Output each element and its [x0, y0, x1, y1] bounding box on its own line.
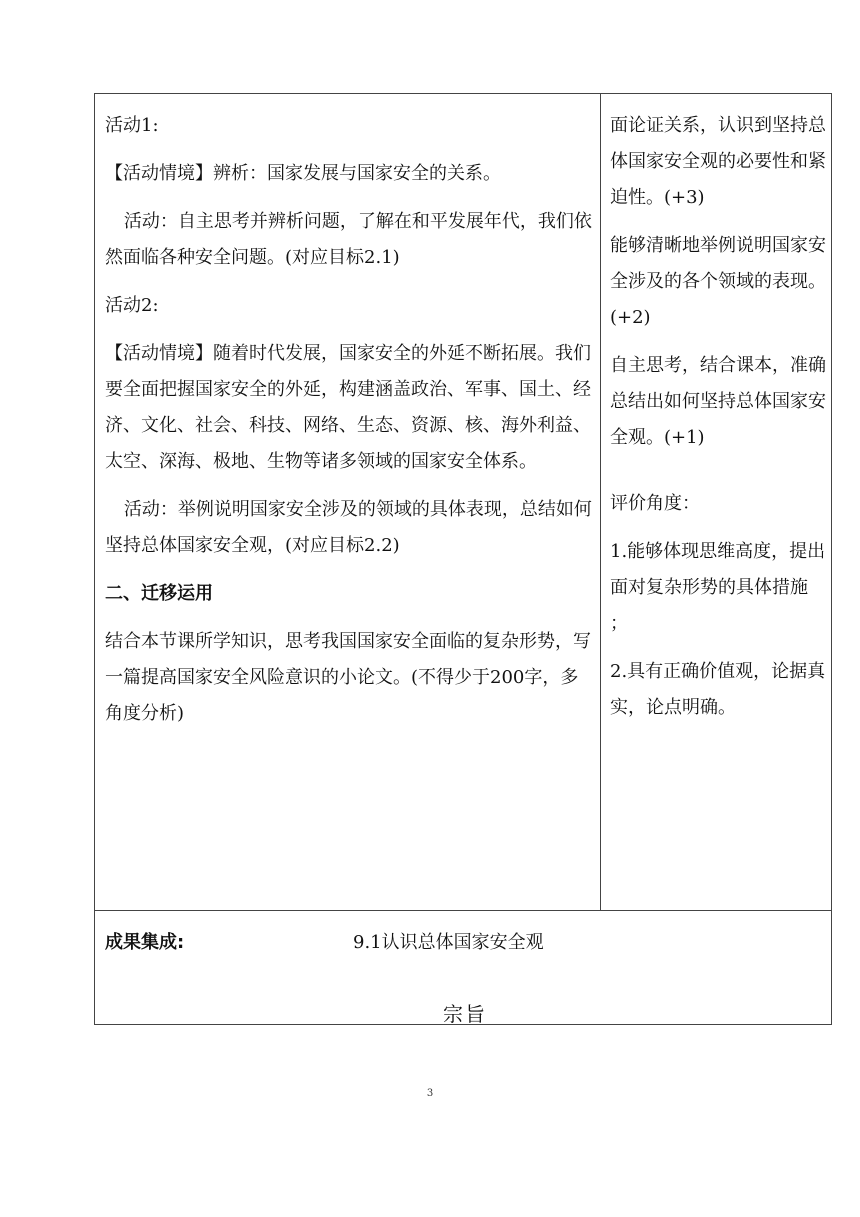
- evaluation-point-1: 1.能够体现思维高度，提出面对复杂形势的具体措施 ；: [610, 541, 826, 634]
- activity-2-scenario: 【活动情境】随着时代发展，国家安全的外延不断拓展。我们要全面把握国家安全的外延，构建涵盖政治、军事、国土、经济、文化、社会、科技、网络、生态、资源、核、海外利益、太空、深海、极地、生物等诸多领域的国家安全体系。: [105, 343, 591, 472]
- activity-1-scenario: 【活动情境】辨析：国家发展与国家安全的关系。: [105, 163, 501, 184]
- criterion-2: 能够清晰地举例说明国家安全涉及的各个领域的表现。(+2): [610, 235, 826, 328]
- lesson-table: [94, 93, 832, 1025]
- activity-1-label: 活动1:: [105, 115, 159, 136]
- activity-2-label: 活动2:: [105, 295, 159, 316]
- criterion-1: 面论证关系，认识到坚持总体国家安全观的必要性和紧迫性。(+3): [610, 115, 826, 208]
- results-subtitle: 宗旨: [443, 1002, 487, 1026]
- criterion-3: 自主思考，结合课本，准确总结出如何坚持总体国家安全观。(+1): [610, 355, 826, 448]
- activity-2-task: 活动：举例说明国家安全涉及的领域的具体表现，总结如何坚持总体国家安全观，(对应目标2.2): [105, 499, 592, 556]
- section-heading: 二、迁移运用: [105, 583, 213, 604]
- column-divider: [600, 94, 601, 910]
- evaluation-label: 评价角度：: [610, 493, 700, 514]
- evaluation-point-2: 2.具有正确价值观，论据真实，论点明确。: [610, 661, 826, 718]
- results-title: 9.1认识总体国家安全观: [353, 932, 544, 953]
- row-divider: [95, 910, 831, 911]
- activity-1-task: 活动：自主思考并辨析问题，了解在和平发展年代，我们依然面临各种安全问题。(对应目标2.1): [105, 211, 592, 268]
- results-cell: [103, 916, 825, 1026]
- page-number: 3: [426, 1088, 434, 1099]
- evaluation-cell: [610, 108, 830, 738]
- transfer-task: 结合本节课所学知识，思考我国国家安全面临的复杂形势，写一篇提高国家安全风险意识的小论文。(不得少于200字，多角度分析): [105, 631, 591, 724]
- activities-cell: [105, 108, 593, 744]
- results-label: 成果集成:: [105, 932, 185, 953]
